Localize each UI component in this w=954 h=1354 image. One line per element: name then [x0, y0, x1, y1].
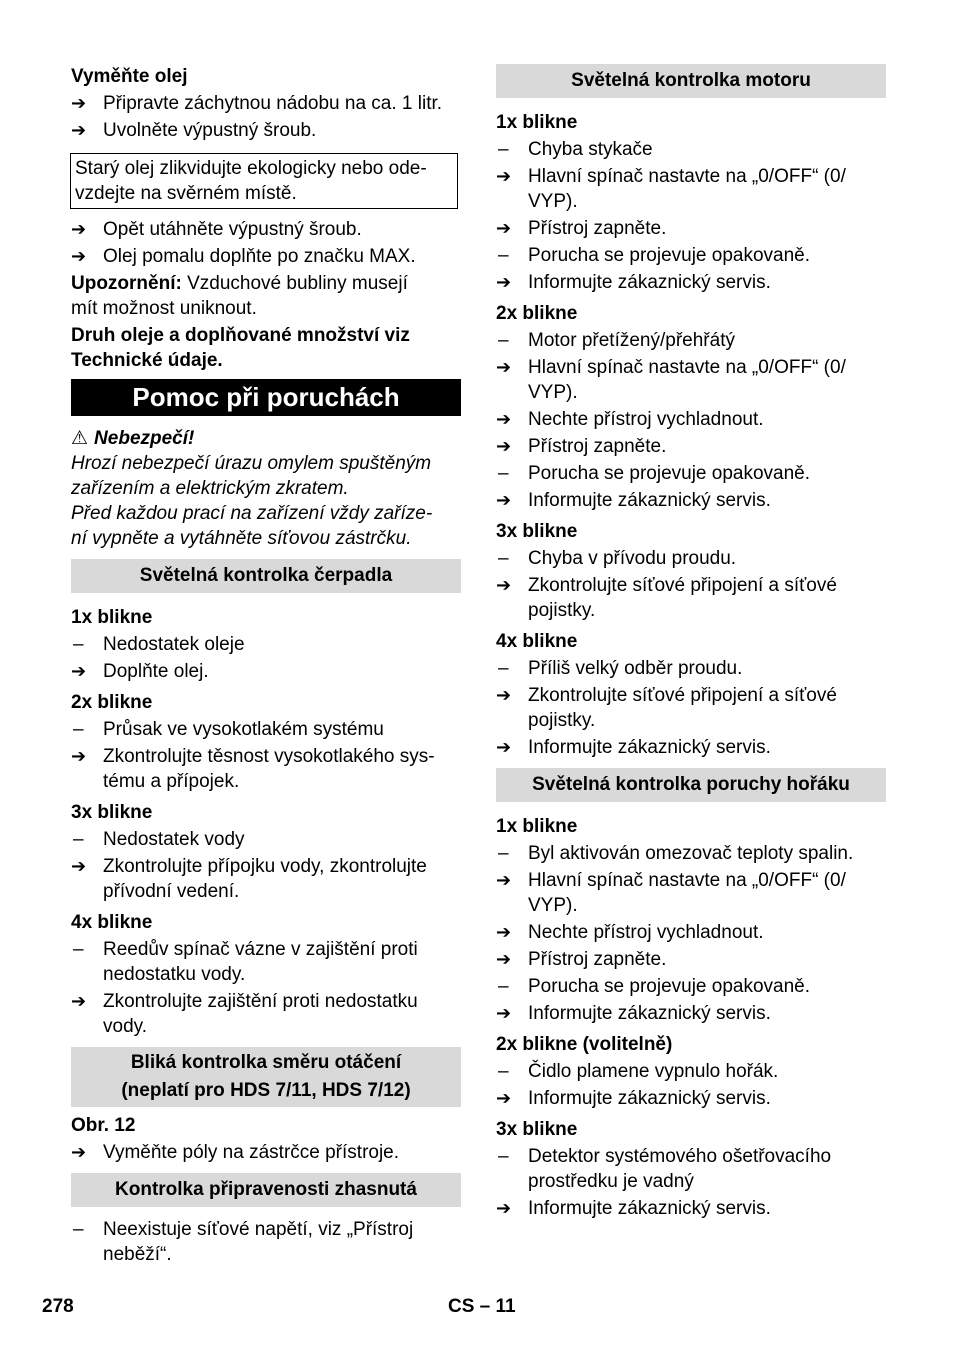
- item-text: tému a přípojek.: [103, 771, 240, 792]
- item-text: Zkontrolujte těsnost vysokotlakého sys-: [103, 746, 435, 767]
- arrow-icon: ➔: [496, 218, 512, 238]
- warning-triangle-icon: ⚠: [71, 428, 89, 449]
- list-item: [71, 744, 461, 794]
- item-text: Neexistuje síťové napětí, viz „Přístroj: [103, 1219, 414, 1240]
- warning-label: Upozornění:: [71, 273, 182, 294]
- item-text: Detektor systémového ošetřovacího: [528, 1146, 832, 1167]
- list-item: [496, 328, 886, 353]
- item-text: Chyba v přívodu proudu.: [528, 548, 737, 569]
- oil-change-heading: Vyměňte olej: [71, 66, 188, 87]
- arrow-icon: ➔: [71, 661, 87, 681]
- item-text: Informujte zákaznický servis.: [528, 737, 771, 758]
- oil-steps-list: [71, 217, 461, 269]
- item-text: pojistky.: [528, 600, 596, 621]
- blink-group-title: 3x blikne: [496, 1119, 578, 1140]
- item-text: Informujte zákaznický servis.: [528, 1088, 771, 1109]
- page-code: CS – 11: [448, 1296, 516, 1317]
- section-title: Pomoc při poruchách: [71, 379, 461, 416]
- list-item: [496, 434, 886, 459]
- arrow-icon: ➔: [496, 490, 512, 510]
- dash-icon: –: [498, 1061, 509, 1082]
- danger-line: Před každou prací na zařízení vždy zaříze-: [71, 503, 433, 524]
- item-text: VYP).: [528, 895, 578, 916]
- arrow-icon: ➔: [496, 1198, 512, 1218]
- danger-line: ní vypněte a vytáhněte síťovou zástrčku.: [71, 528, 412, 549]
- motor-indicator-heading: Světelná kontrolka motoru: [496, 64, 886, 98]
- item-text: Zkontrolujte zajištění proti nedostatku: [103, 991, 418, 1012]
- list-item: [71, 937, 461, 987]
- list-item: [71, 632, 461, 657]
- arrow-icon: ➔: [496, 436, 512, 456]
- item-text: neběží“.: [103, 1244, 172, 1265]
- item-text: Porucha se projevuje opakovaně.: [528, 245, 811, 266]
- item-text: Nedostatek oleje: [103, 634, 245, 655]
- list-item: [71, 1140, 461, 1165]
- item-text: přívodní vedení.: [103, 881, 240, 902]
- oil-steps-list: [71, 91, 461, 143]
- item-text: Reedův spínač vázne v zajištění proti: [103, 939, 418, 960]
- ready-indicator-heading: Kontrolka připravenosti zhasnutá: [71, 1173, 461, 1207]
- danger-heading: [71, 426, 461, 451]
- arrow-icon: ➔: [496, 922, 512, 942]
- list-item: [71, 244, 461, 269]
- arrow-icon: ➔: [71, 856, 87, 876]
- list-item: [496, 164, 886, 214]
- item-text: Olej pomalu doplňte po značku MAX.: [103, 246, 416, 267]
- item-text: prostředku je vadný: [528, 1171, 694, 1192]
- item-text: Přístroj zapněte.: [528, 949, 667, 970]
- dash-icon: –: [498, 139, 509, 160]
- list-item: [496, 355, 886, 405]
- list-item: [71, 1217, 461, 1267]
- item-text: Zkontrolujte síťové připojení a síťové: [528, 575, 837, 596]
- blink-group-title: 3x blikne: [496, 521, 578, 542]
- left-column: [71, 64, 461, 1267]
- list-item: [496, 270, 886, 295]
- blink-group-title: 1x blikne: [496, 112, 578, 133]
- item-text: Nechte přístroj vychladnout.: [528, 922, 764, 943]
- figure-reference: Obr. 12: [71, 1115, 136, 1136]
- arrow-icon: ➔: [71, 120, 87, 140]
- item-text: Informujte zákaznický servis.: [528, 272, 771, 293]
- list-item: [71, 217, 461, 242]
- list-item: [496, 1059, 886, 1084]
- item-text: Informujte zákaznický servis.: [528, 1003, 771, 1024]
- item-text: Informujte zákaznický servis.: [528, 1198, 771, 1219]
- item-text: Hlavní spínač nastavte na „0/OFF“ (0/: [528, 870, 846, 891]
- arrow-icon: ➔: [71, 991, 87, 1011]
- danger-line: Hrozí nebezpečí úrazu omylem spuštěným: [71, 453, 432, 474]
- blink-group-title: 4x blikne: [71, 912, 153, 933]
- item-text: Připravte záchytnou nádobu na ca. 1 litr.: [103, 93, 443, 114]
- item-text: Přístroj zapněte.: [528, 436, 667, 457]
- item-text: Zkontrolujte přípojku vody, zkontrolujte: [103, 856, 427, 877]
- danger-text: [71, 451, 461, 551]
- arrow-icon: ➔: [71, 219, 87, 239]
- item-text: nedostatku vody.: [103, 964, 246, 985]
- item-text: Opět utáhněte výpustný šroub.: [103, 219, 362, 240]
- dash-icon: –: [498, 976, 509, 997]
- list-item: [496, 1086, 886, 1111]
- list-item: [496, 1144, 886, 1194]
- dash-icon: –: [498, 245, 509, 266]
- item-text: Čidlo plamene vypnulo hořák.: [528, 1061, 779, 1082]
- item-text: Byl aktivován omezovač teploty spalin.: [528, 843, 854, 864]
- list-item: [496, 656, 886, 681]
- warning-text: mít možnost uniknout.: [71, 298, 257, 319]
- arrow-icon: ➔: [496, 166, 512, 186]
- blink-group-title: 4x blikne: [496, 631, 578, 652]
- item-text: Příliš velký odběr proudu.: [528, 658, 743, 679]
- dash-icon: –: [73, 939, 84, 960]
- list-item: [496, 137, 886, 162]
- item-text: VYP).: [528, 191, 578, 212]
- arrow-icon: ➔: [496, 1003, 512, 1023]
- burner-indicator-heading: Světelná kontrolka poruchy hořáku: [496, 768, 886, 802]
- arrow-icon: ➔: [496, 575, 512, 595]
- burner-indicator-groups: [496, 814, 886, 1221]
- list-item: [71, 91, 461, 116]
- item-text: Nechte přístroj vychladnout.: [528, 409, 764, 430]
- list-item: [496, 1196, 886, 1221]
- heading-line: (neplatí pro HDS 7/11, HDS 7/12): [121, 1080, 411, 1101]
- dash-icon: –: [498, 1146, 509, 1167]
- warning-text: Vzduchové bubliny musejí: [181, 273, 408, 294]
- list-item: [496, 573, 886, 623]
- list-item: [496, 461, 886, 486]
- motor-indicator-groups: [496, 110, 886, 760]
- blink-group-title: 3x blikne: [71, 802, 153, 823]
- item-text: Hlavní spínač nastavte na „0/OFF“ (0/: [528, 357, 846, 378]
- warning-paragraph: [71, 271, 461, 321]
- item-text: Porucha se projevuje opakovaně.: [528, 976, 811, 997]
- right-column: [496, 64, 886, 1221]
- item-text: Přístroj zapněte.: [528, 218, 667, 239]
- arrow-icon: ➔: [496, 357, 512, 377]
- oil-type-line: Technické údaje.: [71, 350, 223, 371]
- dash-icon: –: [73, 719, 84, 740]
- list-item: [71, 854, 461, 904]
- list-item: [71, 989, 461, 1039]
- dash-icon: –: [498, 330, 509, 351]
- arrow-icon: ➔: [71, 246, 87, 266]
- list-item: [71, 659, 461, 684]
- list-item: [496, 735, 886, 760]
- arrow-icon: ➔: [71, 93, 87, 113]
- arrow-icon: ➔: [71, 746, 87, 766]
- item-text: pojistky.: [528, 710, 596, 731]
- item-text: Porucha se projevuje opakovaně.: [528, 463, 811, 484]
- list-item: [496, 974, 886, 999]
- arrow-icon: ➔: [496, 949, 512, 969]
- item-text: Průsak ve vysokotlakém systému: [103, 719, 384, 740]
- item-text: Informujte zákaznický servis.: [528, 490, 771, 511]
- blink-group-title: 1x blikne: [496, 816, 578, 837]
- dash-icon: –: [73, 1219, 84, 1240]
- item-text: Motor přetížený/přehřátý: [528, 330, 735, 351]
- item-text: Chyba stykače: [528, 139, 653, 160]
- item-text: VYP).: [528, 382, 578, 403]
- note-line: vzdejte na svěrném místě.: [75, 183, 297, 204]
- list-item: [496, 243, 886, 268]
- arrow-icon: ➔: [496, 1088, 512, 1108]
- oil-type-line: Druh oleje a doplňované množství viz: [71, 325, 410, 346]
- list-item: [71, 118, 461, 143]
- arrow-icon: ➔: [496, 409, 512, 429]
- dash-icon: –: [498, 658, 509, 679]
- item-text: Uvolněte výpustný šroub.: [103, 120, 317, 141]
- dash-icon: –: [73, 829, 84, 850]
- list-item: [496, 1001, 886, 1026]
- dash-icon: –: [498, 548, 509, 569]
- arrow-icon: ➔: [496, 870, 512, 890]
- item-text: vody.: [103, 1016, 148, 1037]
- dash-icon: –: [73, 634, 84, 655]
- dash-icon: –: [498, 843, 509, 864]
- blink-group-title: 2x blikne: [496, 303, 578, 324]
- item-text: Hlavní spínač nastavte na „0/OFF“ (0/: [528, 166, 846, 187]
- item-text: Vyměňte póly na zástrčce přístroje.: [103, 1142, 400, 1163]
- note-line: Starý olej zlikvidujte ekologicky nebo ode-: [75, 158, 427, 179]
- rotation-indicator-heading: [71, 1047, 461, 1107]
- heading-line: Bliká kontrolka směru otáčení: [130, 1052, 402, 1073]
- list-item: [71, 827, 461, 852]
- arrow-icon: ➔: [496, 737, 512, 757]
- arrow-icon: ➔: [71, 1142, 87, 1162]
- list-item: [496, 216, 886, 241]
- list-item: [496, 920, 886, 945]
- blink-group-title: 1x blikne: [71, 607, 153, 628]
- disposal-note-box: [70, 153, 458, 209]
- item-text: Doplňte olej.: [103, 661, 209, 682]
- blink-group-title: 2x blikne (volitelně): [496, 1034, 673, 1055]
- danger-label: Nebezpečí!: [94, 428, 195, 449]
- list-item: [496, 683, 886, 733]
- list-item: [496, 488, 886, 513]
- list-item: [71, 717, 461, 742]
- pump-indicator-heading: Světelná kontrolka čerpadla: [71, 559, 461, 593]
- arrow-icon: ➔: [496, 272, 512, 292]
- blink-group-title: 2x blikne: [71, 692, 153, 713]
- page-number: 278: [42, 1296, 74, 1317]
- list-item: [496, 546, 886, 571]
- item-text: Zkontrolujte síťové připojení a síťové: [528, 685, 837, 706]
- danger-line: zařízením a elektrickým zkratem.: [71, 478, 349, 499]
- pump-indicator-groups: [71, 605, 461, 1039]
- list-item: [496, 407, 886, 432]
- list-item: [496, 947, 886, 972]
- list-item: [496, 868, 886, 918]
- list-item: [496, 841, 886, 866]
- oil-type-paragraph: [71, 323, 461, 373]
- dash-icon: –: [498, 463, 509, 484]
- item-text: Nedostatek vody: [103, 829, 245, 850]
- arrow-icon: ➔: [496, 685, 512, 705]
